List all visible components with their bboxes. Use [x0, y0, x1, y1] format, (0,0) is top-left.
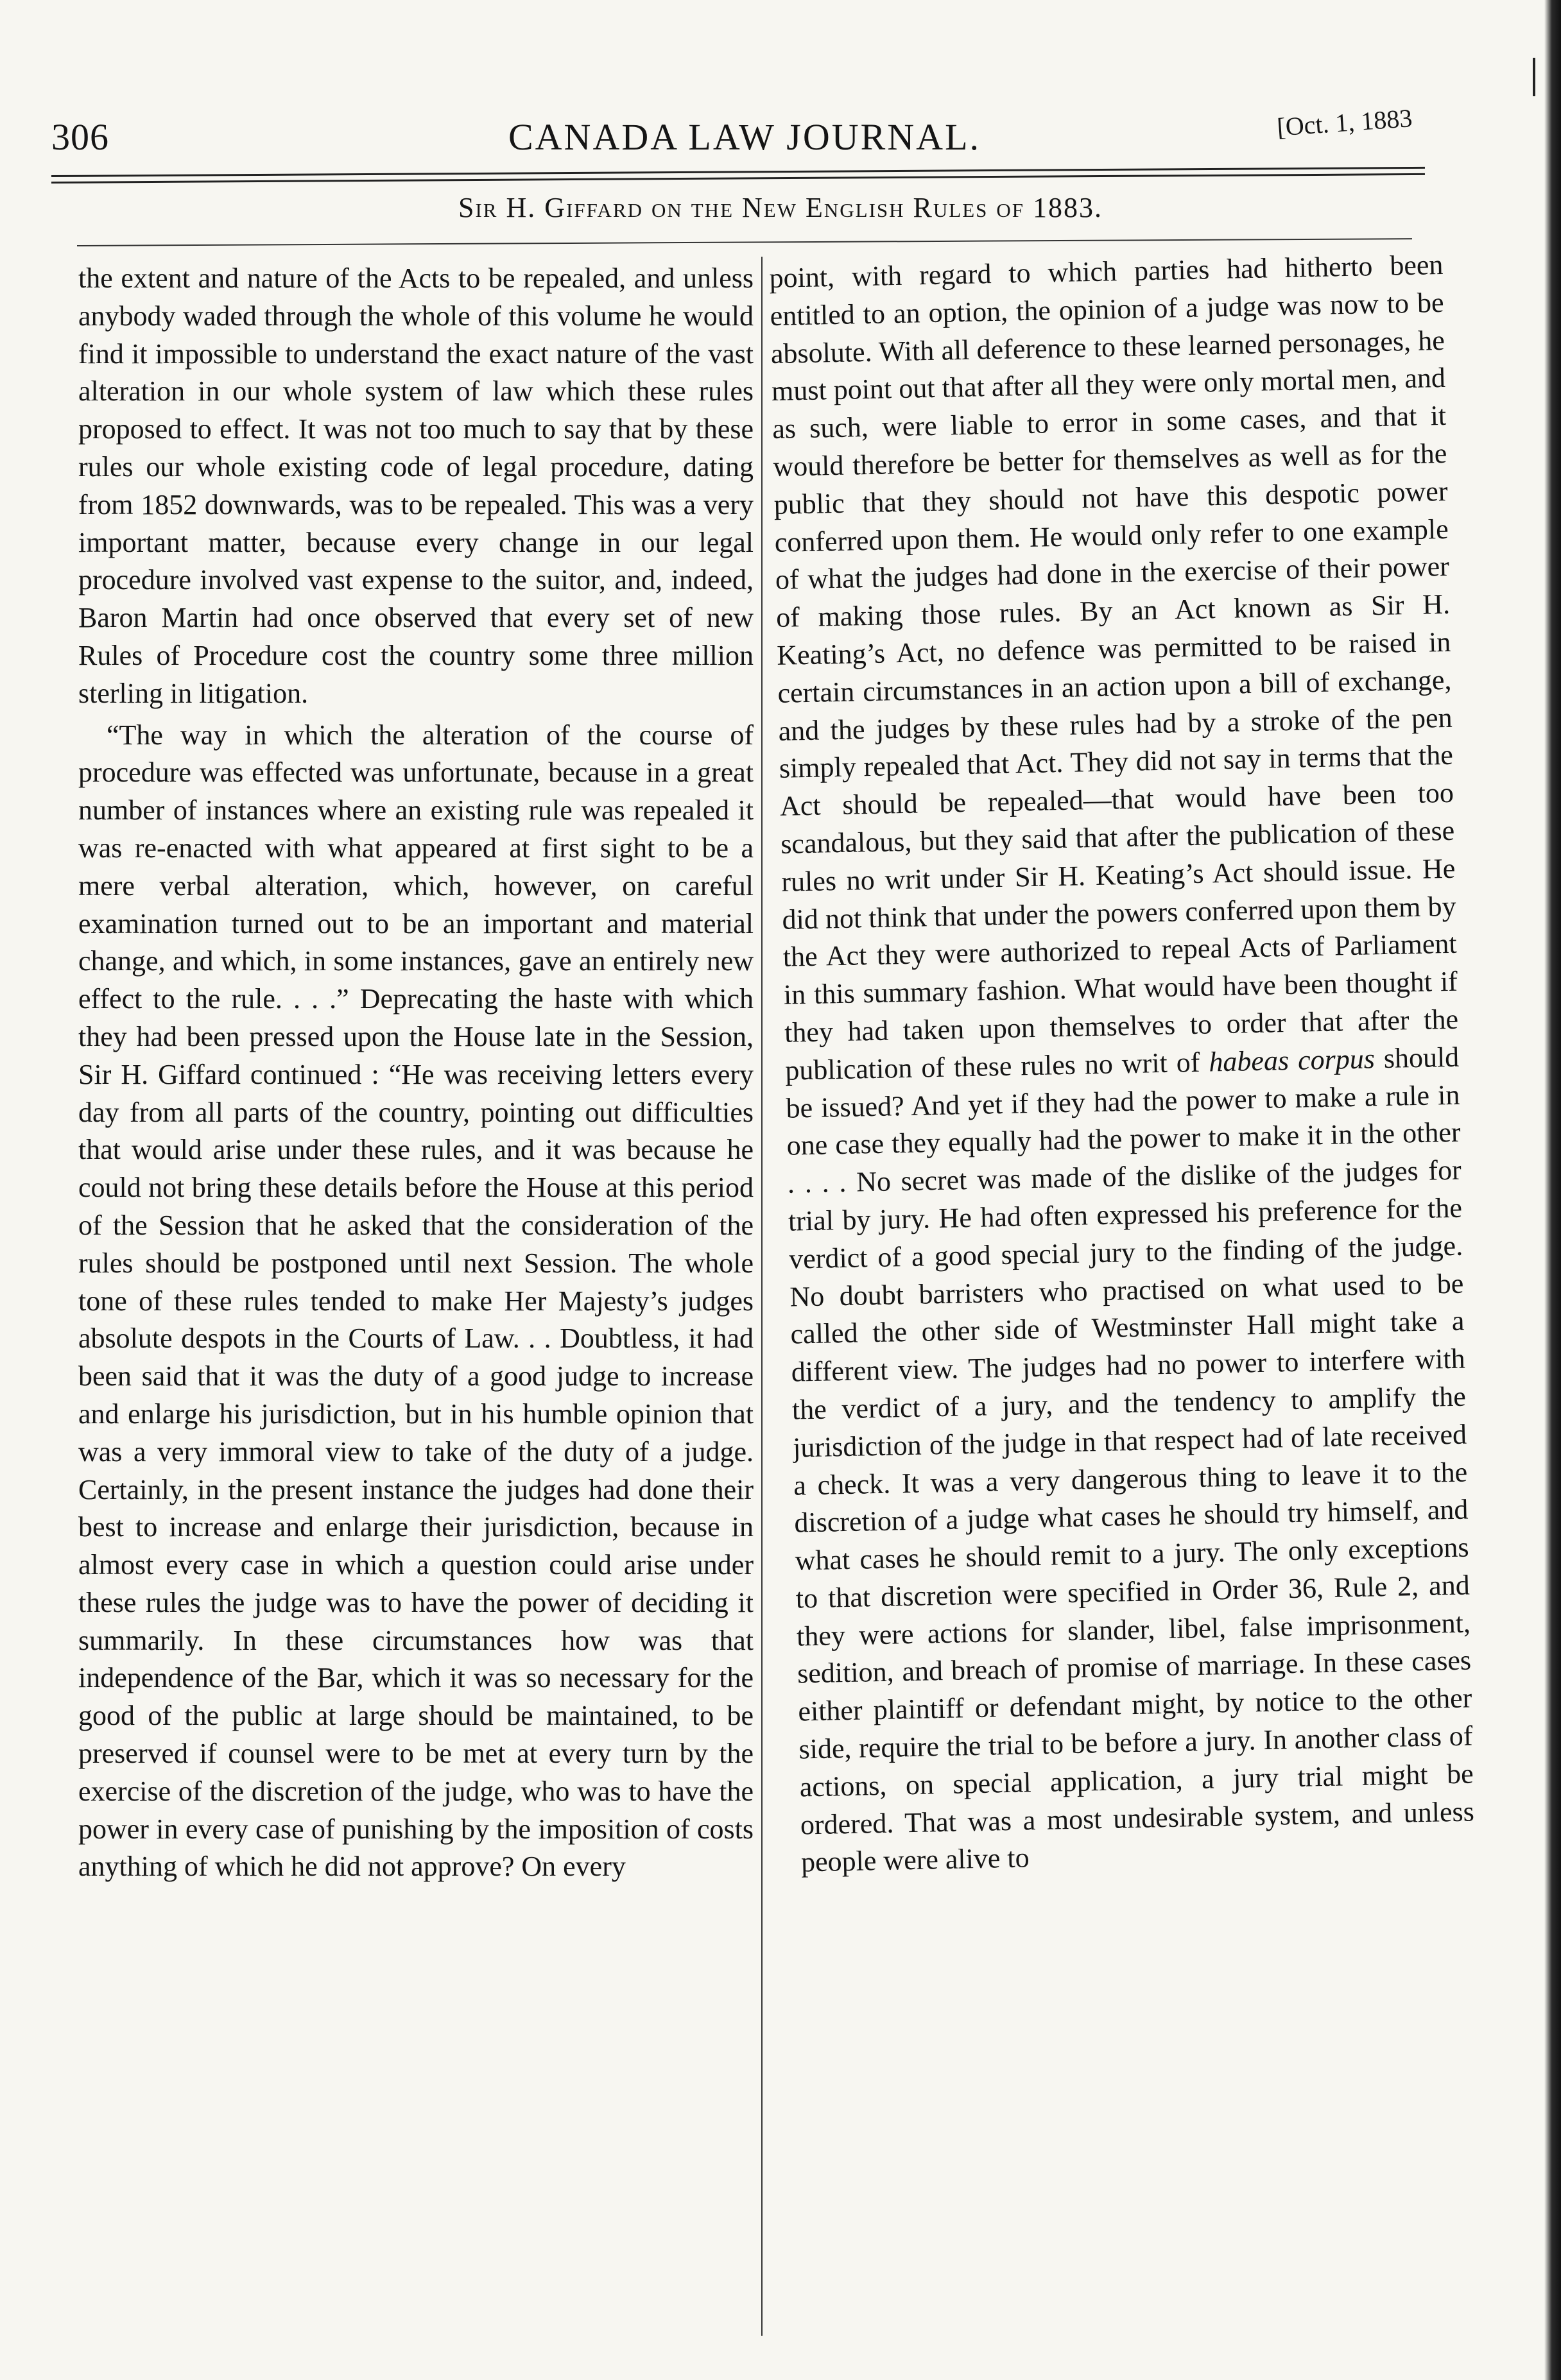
binding-mark [1533, 58, 1535, 96]
italic-phrase: habeas corpus [1208, 1043, 1376, 1078]
page-number: 306 [51, 116, 109, 158]
page-edge-shadow [1544, 0, 1561, 2380]
left-paragraph-2: “The way in which the alteration of the course of procedure was effected was unfortunate, because in a great number of instances where an existing rule was repealed it was re-enacted with what appeared at first sight to be a mere verbal alteration, which, however, on careful examination turned out to be an important and material change, and which, in some instances, gave an entirely new effect to the rule. . . .” Deprecating the haste with which they had been pressed upon the House late in the Session, Sir H. Giffard continued : “He was receiving letters every day from all parts of the country, pointing out difficulties that would arise under these rules, and it was because he could not bring these details before the House at this period of the Session that he asked that the consideration of the rules should be postponed until next Session. The whole tone of these rules tended to make Her Majesty’s judges absolute despots in the Courts of Law. . . Doubtless, it had been said that it was the duty of a good judge to increase and enlarge his jurisdiction, but in his humble opinion that was a very immoral view to take of the duty of a judge. Certainly, in the present instance the judges had done their best to increase and enlarge their jurisdiction, because in almost every case in which a question could arise under these rules the judge was to have the power of deciding it summarily. In these circumstances how was that independence of the Bar, which it was so necessary for the good of the public at large should be maintained, to be preserved if counsel were to be met at every turn by the exercise of the discretion of the judge, who was to have the power in every case of punishing by the imposition of costs anything of which he did not approve? On every [78, 719, 754, 1883]
right-text-after-italic: should be issued? And yet if they had the power to make a rule in one case they equally had the power to make it in the other . . . . No secret was made of the dislike of the judges for trial by jury. He had often expressed his preference for the verdict of a good special jury to the finding of the judge. No doubt barristers who practised on what used to be called the other side of Westminster Hall might take a different view. The judges had no power to interfere with the verdict of a jury, and the tendency to amplify the jurisdiction of the judge in that respect had of late received a check. It was a very dangerous thing to leave it to the discretion of a judge what cases he should try himself, and what cases he should remit to a jury. The only exceptions to that discretion were specified in Order 36, Rule 2, and they were actions for slander, libel, false imprisonment, sedition, and breach of promise of marriage. In these cases either plaintiff or defendant might, by notice to the other side, require the trial to be before a jury. In another class of actions, on special application, a jury trial might be ordered. That was a most undesirable system, and unless people were alive to [786, 1041, 1475, 1878]
left-paragraph-1: the extent and nature of the Acts to be repealed, and unless anybody waded through the whole of this volume he would find it impossible to understand the exact nature of the vast alteration in our whole system of law which these rules proposed to effect. It was not too much to say that by these rules our whole existing code of legal procedure, dating from 1852 downwards, was to be repealed. This was a very important matter, because every change in our legal procedure involved vast expense to the suitor, and, indeed, Baron Martin had once observed that every set of new Rules of Procedure cost the country some three million sterling in litigation. [78, 262, 754, 709]
column-divider [761, 257, 763, 2336]
right-column [769, 246, 1485, 2351]
title-rule [77, 238, 1412, 246]
left-column [78, 260, 754, 2352]
journal-title: CANADA LAW JOURNAL. [508, 116, 981, 158]
article-title: Sir H. Giffard on the New English Rules of 1883. [458, 192, 1103, 223]
right-paragraph [769, 246, 1476, 1882]
issue-date: [Oct. 1, 1883 [1275, 103, 1413, 142]
running-header [51, 103, 1438, 173]
right-text-before-italic: point, with regard to which parties had hitherto been entitled to an option, the opinion of a judge was now to be absolute. With all deference to these learned personages, he must point out that after all they were only mortal men, and as such, were liable to error in some cases, and that it would therefore be better for themselves as well as for the public that they should not have this despotic power conferred upon them. He would only refer to one example of what the judges had done in the exercise of their power of making those rules. By an Act known as Sir H. Keating’s Act, no defence was permitted to be raised in certain circumstances in an action upon a bill of exchange, and the judges by these rules had by a stroke of the pen simply repealed that Act. They did not say in terms that the Act should be repealed—that would have been too scandalous, but they said that after the publication of these rules no writ under Sir H. Keating’s Act should issue. He did not think that under the powers conferred upon them by the Act they were authorized to repeal Acts of Parliament in this summary fashion. What would have been thought if they had taken upon themselves to order that after the publication of these rules no writ of [769, 248, 1459, 1086]
